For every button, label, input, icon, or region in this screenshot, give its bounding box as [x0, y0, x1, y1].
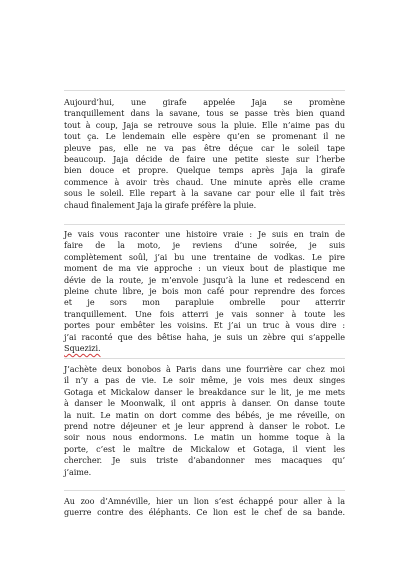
paragraph-lion [64, 496, 345, 519]
text-line: prend notre déjeuner et je leur apprend à danser le robot. Le [64, 421, 345, 432]
text-line: tout ça. Le lendemain elle espère qu’en se promenant il ne [64, 131, 345, 142]
text-line: commence à avoir très chaud. Une minute après elle crame [64, 176, 345, 187]
text-line: bien douce et propre. Quelque temps après Jaja la girafe [64, 165, 345, 176]
text-line: J’achète deux bonobos à Paris dans une fourrière car chez moi [64, 364, 345, 374]
text-line: tranquillement. Une fois atterri je vais sonner à toute les [64, 308, 345, 319]
text-line: Au zoo d’Amnéville, hier un lion s’est échappé pour aller à la [64, 496, 345, 506]
text-line: guerre contre des éléphants. Ce lion est le chef de sa bande. [64, 507, 345, 518]
text-line: chaud finalement Jaja la girafe préfère la pluie. [64, 199, 257, 210]
paragraph-divider [64, 90, 345, 91]
text-line: beaucoup. Jaja décide de faire une petite sieste sur l’herbe [64, 154, 345, 165]
text-line: sous le soleil. Elle repart à la savane car pour elle il fait très [64, 188, 345, 199]
paragraph-divider [64, 490, 345, 491]
text-line: complètement soûl, j’ai bu une trentaine de vodkas. Le pire [64, 251, 345, 262]
paragraph-divider [64, 224, 345, 225]
text-line: soir nous nous endormons. Le matin un homme toque à la [64, 432, 345, 443]
text-line: et je sors mon parapluie ombrelle pour atterrir [64, 297, 345, 308]
text-line: pleine chute libre, je bois mon café pour reprendre des forces [64, 286, 345, 297]
text-line: porte, c’est le maître de Mickalow et Gotaga, il vient les [64, 443, 345, 454]
text-line: tranquillement dans la savane, tous se passe très bien quand [64, 108, 345, 119]
paragraph-squezizi [64, 229, 345, 354]
paragraph-bonobos [64, 364, 345, 478]
text-line: portes pour embêter les voisins. Et j’ai un truc à vous dire : [64, 320, 345, 331]
paragraph-divider [64, 358, 345, 359]
text-line: tout à coup, Jaja se retrouve sous la pluie. Elle n’aime pas du [64, 119, 345, 130]
text-line: Je vais vous raconter une histoire vraie : Je suis en train de [64, 229, 345, 239]
text-line: j’ai raconté que des bêtise haha, je suis un zèbre qui s’appelle [64, 331, 345, 342]
paragraph-jaja [64, 97, 345, 211]
text-line: Gotaga et Mickalow danser le breakdance sur le lit, je me mets [64, 386, 345, 397]
text-line: chercher. Je suis triste d’abandonner mes macaques qu’ [64, 455, 345, 466]
text-line: il n’y a pas de vie. Le soir même, je vois mes deux singes [64, 375, 345, 386]
text-line: Aujourd’hui, une girafe appelée Jaja se promène [64, 97, 345, 107]
text-line: moment de ma vie approche : un vieux bout de plastique me [64, 263, 345, 274]
text-line: faire de la moto, je reviens d’une soirée, je suis [64, 240, 345, 251]
text-line: j’aime. [64, 466, 92, 477]
text-line: la nuit. Le matin on dort comme des bébés, je me réveille, on [64, 409, 345, 420]
text-line: pleuve pas, elle ne va pas être déçue car le soleil tape [64, 142, 345, 153]
text-line-squezizi: Squezizi. [64, 343, 101, 354]
text-line: à danser le Moonwalk, il ont appris à danser. On danse toute [64, 398, 345, 409]
text-line: dévie de la route, je m’envole jusqu’à la lune et redescend en [64, 274, 345, 285]
